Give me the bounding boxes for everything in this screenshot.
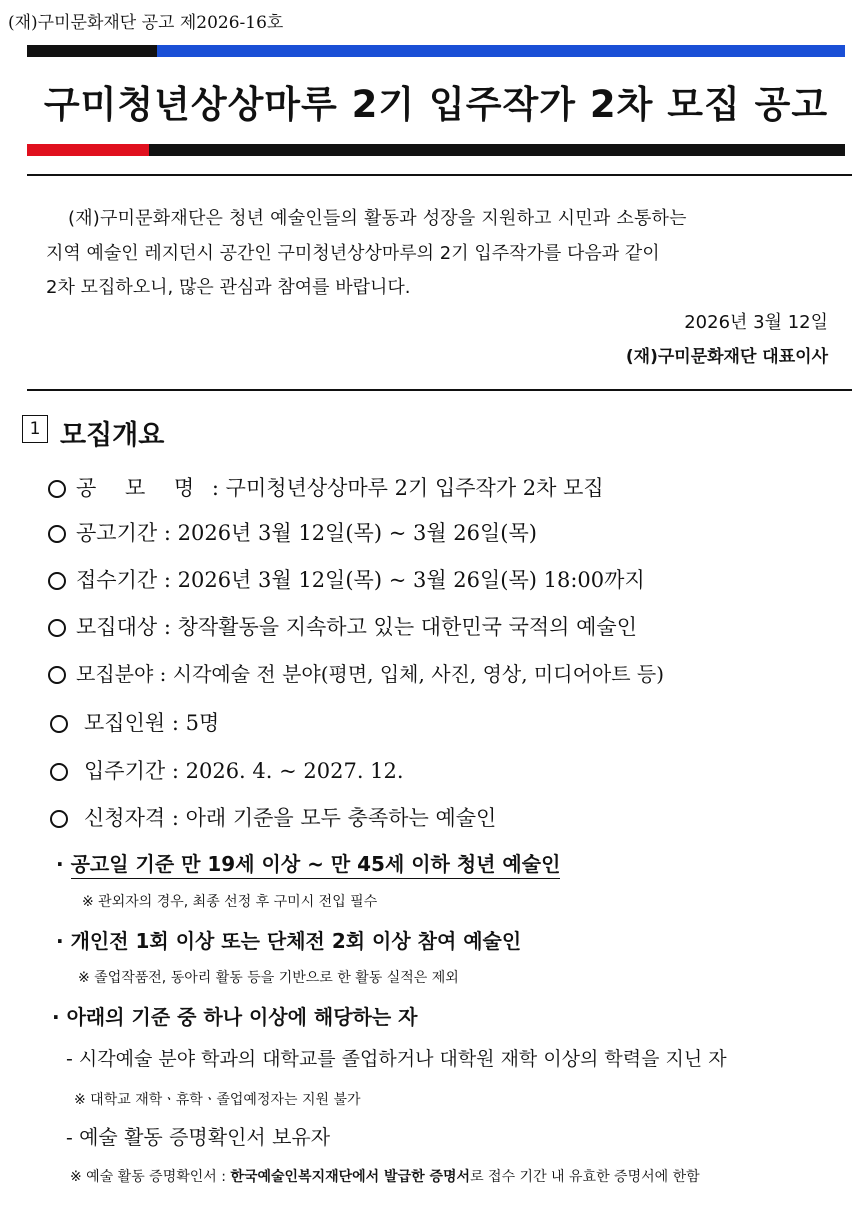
item-value: 2026. 4. ~ 2027. 12. [185, 759, 404, 783]
bullet-dot: · [52, 1005, 60, 1029]
dash-item: - 시각예술 분야 학과의 대학교를 졸업하거나 대학원 재학 이상의 학력을 지닌 자 [66, 1048, 727, 1070]
section-number-box: 1 [22, 415, 48, 443]
dash-item: - 예술 활동 증명확인서 보유자 [66, 1125, 331, 1149]
item-label: 모집분야 [76, 662, 154, 686]
bar-segment-blue [157, 45, 845, 57]
divider [27, 174, 852, 176]
note: ※ 졸업작품전, 동아리 활동 등을 기반으로 한 활동 실적은 제외 [78, 970, 459, 986]
criteria-item [52, 1001, 417, 1030]
item-label: 모집대상 [76, 615, 158, 639]
circle-bullet-icon [48, 480, 66, 498]
item-separator: : [171, 806, 179, 830]
bar-segment-red [27, 144, 149, 156]
overview-item [84, 755, 404, 785]
item-separator: : [211, 476, 219, 500]
item-value: 2026년 3월 12일(목) ~ 3월 26일(목) 18:00까지 [177, 568, 645, 592]
item-label: 공 모 명 [76, 476, 206, 500]
bar-segment-black [149, 144, 845, 156]
circle-bullet-icon [50, 715, 68, 733]
item-separator: : [163, 521, 171, 545]
item-value: 아래 기준을 모두 충족하는 예술인 [185, 806, 497, 830]
final-note-bold: 한국예술인복지재단에서 발급한 증명서 [230, 1169, 471, 1185]
page-title: 구미청년상상마루 2기 입주작가 2차 모집 공고 [43, 83, 829, 126]
notice-number: (재)구미문화재단 공고 제2026-16호 [8, 13, 284, 33]
final-note-prefix: ※ 예술 활동 증명확인서 : [70, 1169, 231, 1185]
item-value: 5명 [185, 711, 220, 735]
note: ※ 대학교 재학ㆍ휴학ㆍ졸업예정자는 지원 불가 [74, 1092, 361, 1108]
header-bottom-bar [27, 144, 845, 156]
criteria-item [56, 848, 560, 877]
overview-item [76, 472, 604, 502]
criteria-text: 아래의 기준 중 하나 이상에 해당하는 자 [66, 1005, 418, 1029]
intro-line: 지역 예술인 레지던시 공간인 구미청년상상마루의 2기 입주작가를 다음과 같이 [46, 243, 660, 264]
circle-bullet-icon [48, 572, 66, 590]
overview-item [76, 611, 637, 641]
circle-bullet-icon [48, 525, 66, 543]
item-separator: : [163, 568, 171, 592]
item-value: 구미청년상상마루 2기 입주작가 2차 모집 [225, 476, 604, 500]
signature: (재)구미문화재단 대표이사 [625, 347, 828, 367]
criteria-text: 공고일 기준 만 19세 이상 ~ 만 45세 이하 청년 예술인 [71, 852, 561, 879]
item-value: 2026년 3월 12일(목) ~ 3월 26일(목) [177, 521, 537, 545]
note: ※ 관외자의 경우, 최종 선정 후 구미시 전입 필수 [82, 894, 378, 910]
item-separator: : [163, 615, 171, 639]
divider [27, 389, 852, 391]
item-separator: : [159, 662, 167, 686]
bullet-dot: · [56, 852, 64, 876]
final-note [70, 1166, 700, 1186]
item-label: 입주기간 [84, 759, 166, 783]
item-value: 창작활동을 지속하고 있는 대한민국 국적의 예술인 [177, 615, 637, 639]
overview-item [76, 658, 664, 687]
notice-date: 2026년 3월 12일 [684, 312, 828, 333]
criteria-item [56, 925, 521, 954]
circle-bullet-icon [50, 810, 68, 828]
item-separator: : [171, 759, 179, 783]
circle-bullet-icon [50, 763, 68, 781]
item-label: 모집인원 [84, 711, 166, 735]
overview-item [84, 802, 496, 832]
intro-line: (재)구미문화재단은 청년 예술인들의 활동과 성장을 지원하고 시민과 소통하는 [68, 208, 687, 229]
bar-segment-black [27, 45, 157, 57]
overview-item [76, 564, 645, 594]
overview-item [84, 707, 219, 737]
circle-bullet-icon [48, 666, 66, 684]
item-separator: : [171, 711, 179, 735]
header-top-bar [27, 45, 845, 57]
circle-bullet-icon [48, 619, 66, 637]
final-note-suffix: 로 접수 기간 내 유효한 증명서에 한함 [470, 1169, 700, 1185]
item-value: 시각예술 전 분야(평면, 입체, 사진, 영상, 미디어아트 등) [172, 662, 665, 686]
item-label: 신청자격 [84, 806, 166, 830]
criteria-text: 개인전 1회 이상 또는 단체전 2회 이상 참여 예술인 [70, 929, 522, 953]
section-title: 모집개요 [60, 420, 165, 451]
bullet-dot: · [56, 929, 64, 953]
item-label: 공고기간 [76, 521, 158, 545]
intro-line: 2차 모집하오니, 많은 관심과 참여를 바랍니다. [46, 277, 411, 298]
item-label: 접수기간 [76, 568, 158, 592]
overview-item [76, 517, 537, 547]
